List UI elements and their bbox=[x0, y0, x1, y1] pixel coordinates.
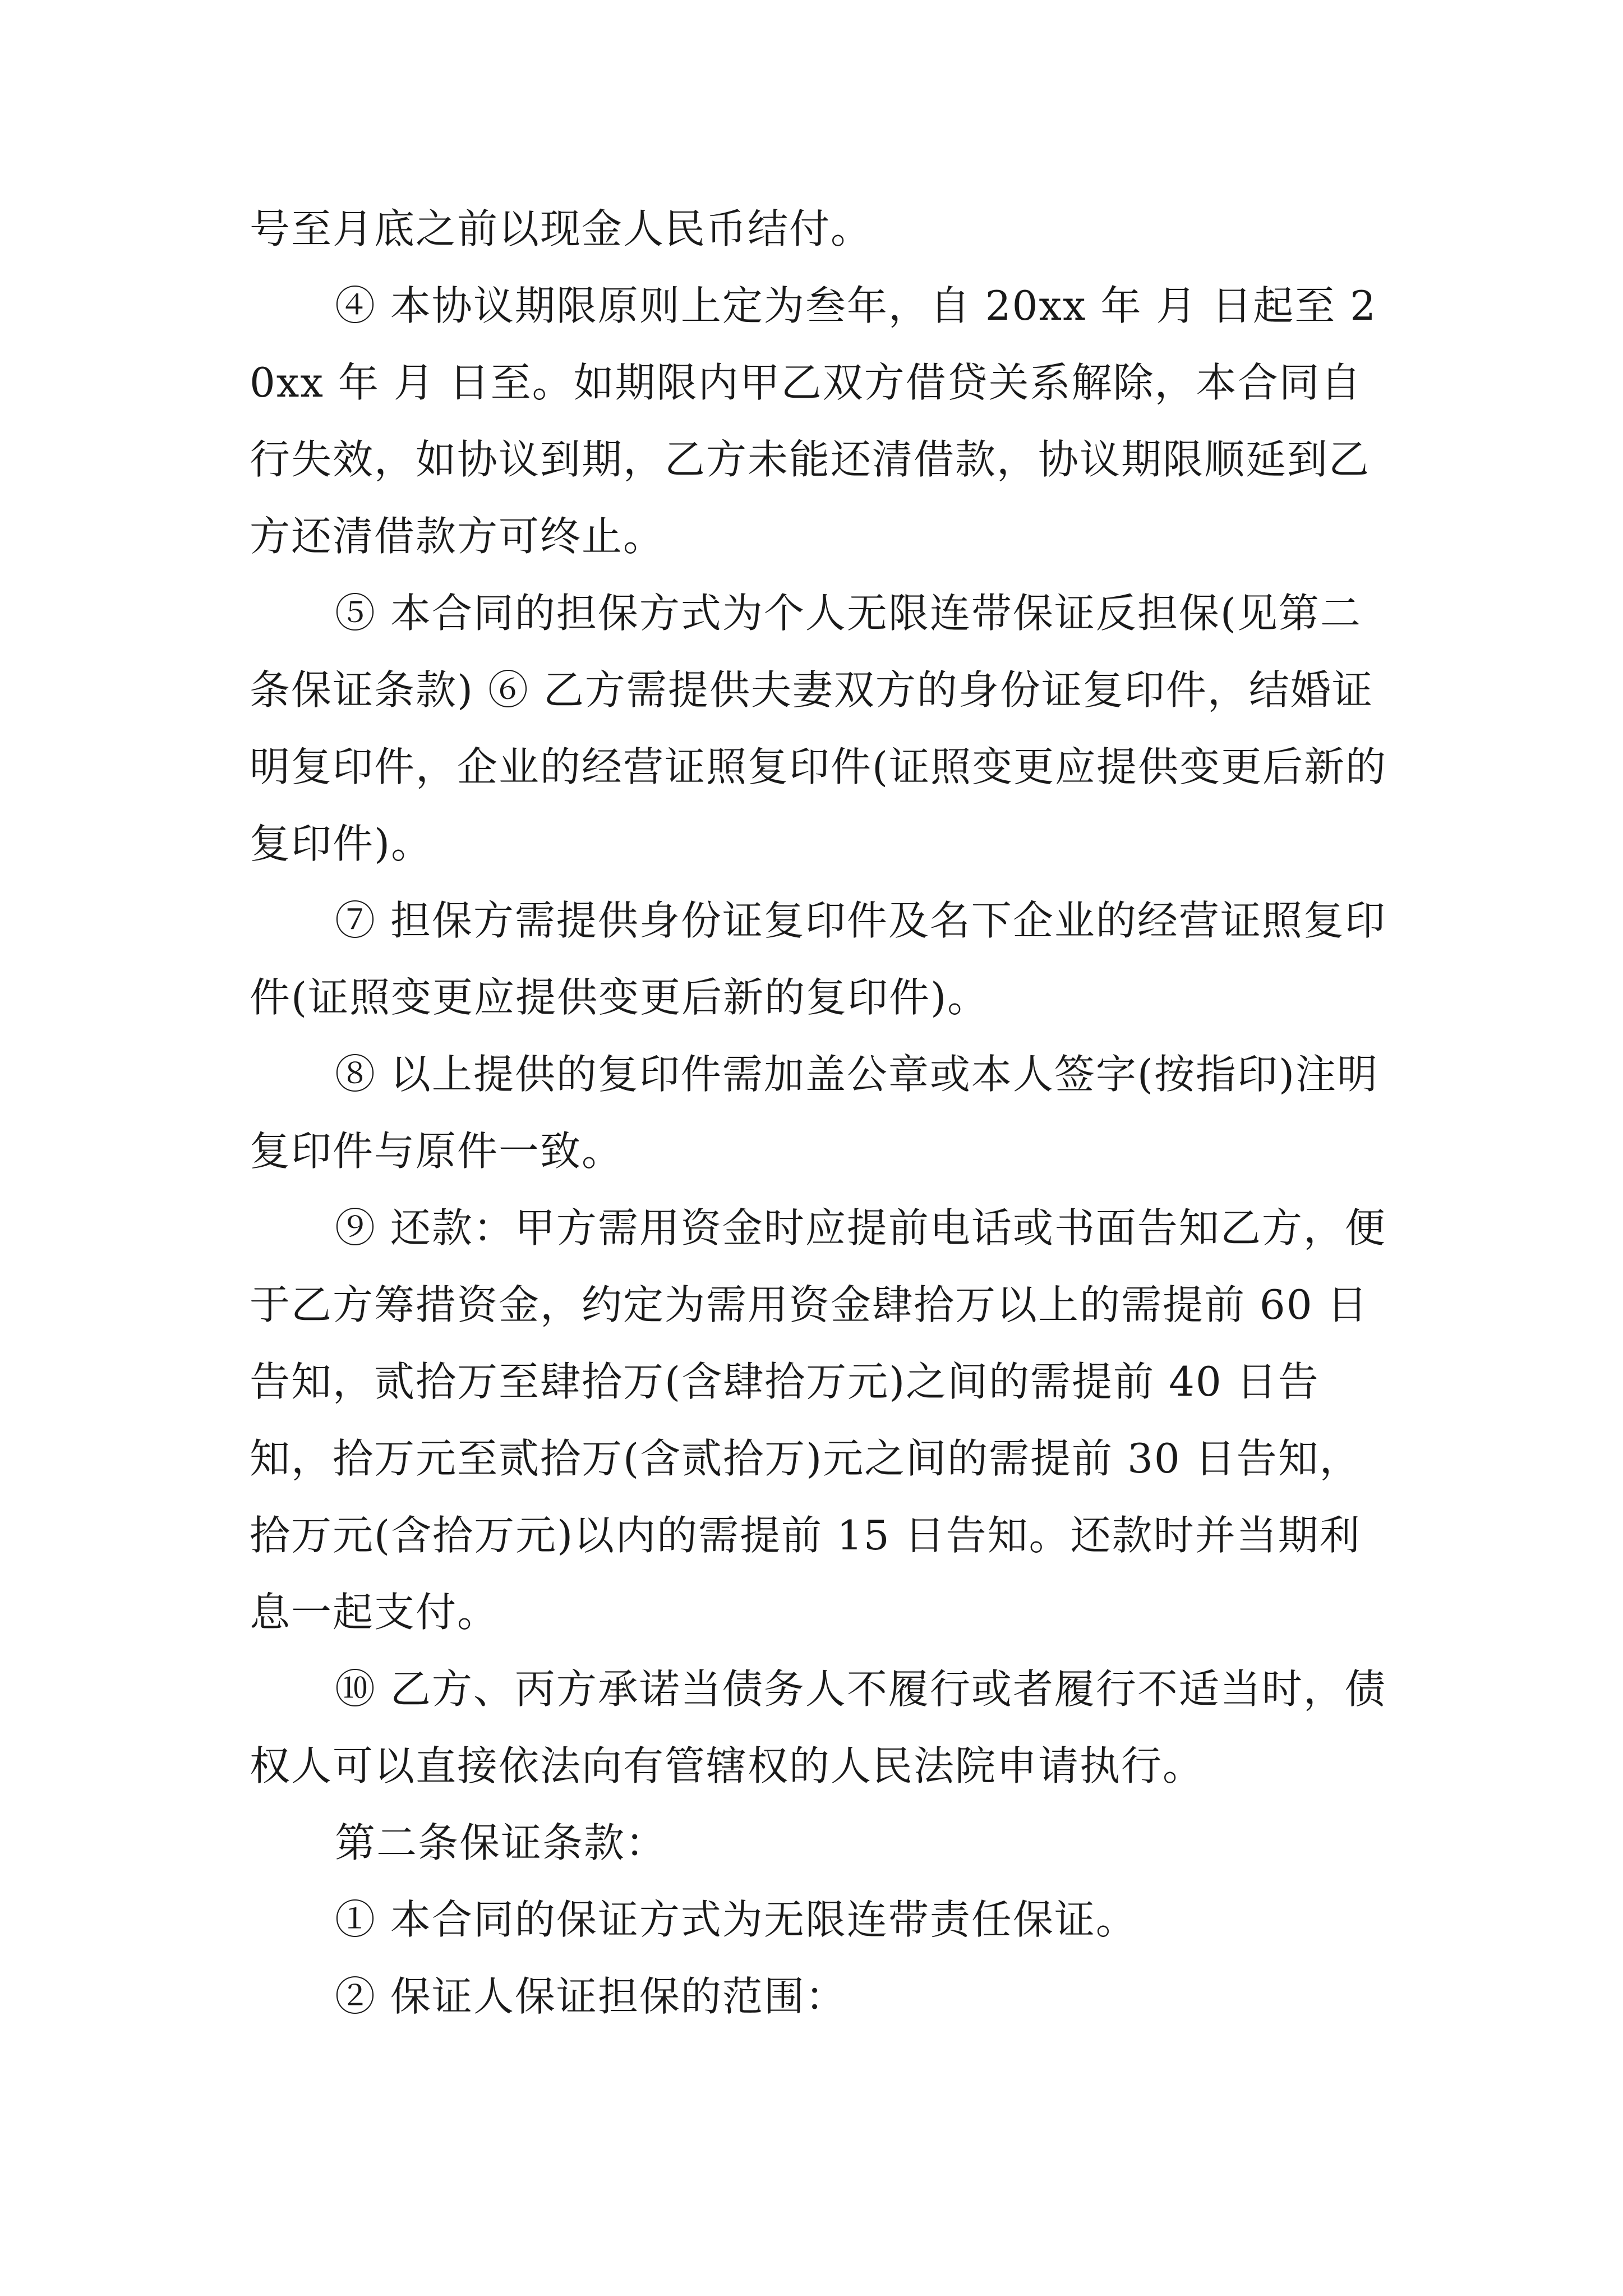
paragraph-continuation: 号至月底之前以现金人民币结付。 bbox=[250, 205, 873, 252]
clause-5-6-guarantee-documents: ⑤ 本合同的担保方式为个人无限连带保证反担保(见第二条保证条款) ⑥ 乙方需提供夫妻双方的身份证复印件，结婚证明复印件，企业的经营证照复印件(证照变更应提供变更后新的复印件)。 bbox=[250, 590, 1387, 867]
section-2-heading: 第二条保证条款： bbox=[335, 1819, 667, 1866]
guarantee-clause-1: ① 本合同的保证方式为无限连带责任保证。 bbox=[335, 1896, 1137, 1943]
guarantee-clause-2: ② 保证人保证担保的范围： bbox=[335, 1973, 847, 2020]
document-body bbox=[250, 191, 1394, 2035]
clause-4-term: ④ 本协议期限原则上定为叁年，自 20xx 年 月 日起至 20xx 年 月 日至。如期限内甲乙双方借贷关系解除，本合同自行失效，如协议到期，乙方未能还清借款，协议期限顺延到乙方还清借款方可终止。 bbox=[250, 282, 1377, 560]
clause-9-repayment: ⑨ 还款：甲方需用资金时应提前电话或书面告知乙方，便于乙方筹措资金，约定为需用资金肆拾万以上的需提前 60 日告知，贰拾万至肆拾万(含肆拾万元)之间的需提前 40 日告知，拾万元至贰拾万(含贰拾万)元之间的需提前 30 日告知，拾万元(含拾万元)以内的需提前 15 日告知。还款时并当期利息一起支付。 bbox=[250, 1204, 1386, 1636]
clause-10-enforcement: ⑩ 乙方、丙方承诺当债务人不履行或者履行不适当时，债权人可以直接依法向有管辖权的人民法院申请执行。 bbox=[250, 1665, 1386, 1789]
clause-7-guarantor-documents: ⑦ 担保方需提供身份证复印件及名下企业的经营证照复印件(证照变更应提供变更后新的复印件)。 bbox=[250, 897, 1386, 1021]
clause-8-copy-certification: ⑧ 以上提供的复印件需加盖公章或本人签字(按指印)注明复印件与原件一致。 bbox=[250, 1051, 1379, 1175]
